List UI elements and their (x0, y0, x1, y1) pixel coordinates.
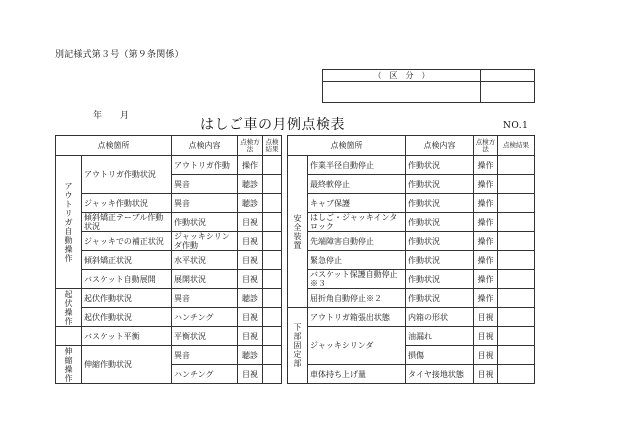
group-derrick: 起伏操作 (56, 289, 82, 327)
right-method: 操作 (474, 194, 498, 213)
inspection-table (55, 135, 535, 384)
right-location: ジャッキシリンダ (308, 327, 406, 365)
left-result-cell[interactable] (263, 289, 282, 308)
right-method: 目視 (474, 365, 498, 384)
left-content: 作動状況 (172, 213, 238, 232)
kubun-extra-value-cell[interactable] (481, 82, 535, 103)
right-content: 作動状況 (406, 213, 474, 232)
right-method: 操作 (474, 175, 498, 194)
left-location: 起伏作動状況 (82, 289, 172, 308)
left-location: ジャッキ作動状況 (82, 194, 172, 213)
right-content: 作動状況 (406, 156, 474, 175)
month-label: 月 (120, 111, 130, 121)
left-result-cell[interactable] (263, 175, 282, 194)
right-method: 操作 (474, 156, 498, 175)
form-note: 別記様式第３号（第９条関係） (55, 50, 184, 60)
sheet-number: NO.1 (503, 121, 529, 131)
left-method: 目視 (238, 327, 263, 346)
right-method: 操作 (474, 232, 498, 251)
left-content: 異音 (172, 175, 238, 194)
group-lower: 下部固定部 (288, 308, 308, 384)
right-location: 屈折角自動停止※２ (308, 289, 406, 308)
page-title: はしご車の月例点検表 (200, 117, 345, 133)
left-method: 聴診 (238, 289, 263, 308)
left-content: ジャッキシリンダ作動 (172, 232, 238, 251)
left-content: ハンチング (172, 365, 238, 384)
right-result-cell[interactable] (498, 346, 535, 365)
right-location: 緊急停止 (308, 251, 406, 270)
left-result-cell[interactable] (263, 270, 282, 289)
right-result-cell[interactable] (498, 156, 535, 175)
group-extend: 伸縮操作 (56, 346, 82, 384)
col-method-left: 点検方法 (238, 136, 263, 156)
right-method: 目視 (474, 308, 498, 327)
group-outrigger: アウトリガ自動操作 (56, 156, 82, 289)
left-location: ジャッキでの補正状況 (82, 232, 172, 251)
right-result-cell[interactable] (498, 365, 535, 384)
left-method: 聴診 (238, 175, 263, 194)
left-location: バスケット自動展開 (82, 270, 172, 289)
right-location: はしご・ジャッキインタロック (308, 213, 406, 232)
col-result-left: 点検結果 (263, 136, 282, 156)
right-result-cell[interactable] (498, 194, 535, 213)
col-location-left: 点検箇所 (56, 136, 172, 156)
right-result-cell[interactable] (498, 232, 535, 251)
right-result-cell[interactable] (498, 175, 535, 194)
year-label: 年 (93, 111, 103, 121)
right-location: アウトリガ箱張出状態 (308, 308, 406, 327)
kubun-box (322, 69, 535, 103)
right-result-cell[interactable] (498, 308, 535, 327)
kubun-extra-cell[interactable] (481, 70, 535, 82)
right-method: 操作 (474, 270, 498, 289)
col-content-right: 点検内容 (406, 136, 474, 156)
right-result-cell[interactable] (498, 213, 535, 232)
left-content: 異音 (172, 194, 238, 213)
left-result-cell[interactable] (263, 251, 282, 270)
left-method: 目視 (238, 251, 263, 270)
col-result-right: 点検結果 (498, 136, 535, 156)
right-result-cell[interactable] (498, 327, 535, 346)
kubun-value-cell[interactable] (323, 82, 481, 103)
right-result-cell[interactable] (498, 270, 535, 289)
left-content: アウトリガ作動 (172, 156, 238, 175)
group-safety: 安全装置 (288, 156, 308, 308)
col-location-right: 点検箇所 (288, 136, 406, 156)
left-method: 目視 (238, 232, 263, 251)
col-content-left: 点検内容 (172, 136, 238, 156)
left-result-cell[interactable] (263, 194, 282, 213)
left-location: 伸縮作動状況 (82, 346, 172, 384)
left-content: 異音 (172, 346, 238, 365)
right-content: 内箱の形状 (406, 308, 474, 327)
left-result-cell[interactable] (263, 156, 282, 175)
left-method: 操作 (238, 156, 263, 175)
kubun-label: （ 区 分 ） (323, 70, 481, 82)
left-location: バスケット平衡 (82, 327, 172, 346)
right-content: 損傷 (406, 346, 474, 365)
left-method: 目視 (238, 365, 263, 384)
left-content: ハンチング (172, 308, 238, 327)
left-result-cell[interactable] (263, 308, 282, 327)
left-location: 起伏作動状況 (82, 308, 172, 327)
left-content: 異音 (172, 289, 238, 308)
table-row (56, 308, 535, 327)
right-location: バスケット保護自動停止※３ (308, 270, 406, 289)
left-result-cell[interactable] (263, 213, 282, 232)
left-result-cell[interactable] (263, 327, 282, 346)
col-method-right: 点検方法 (474, 136, 498, 156)
left-content: 水平状況 (172, 251, 238, 270)
right-method: 操作 (474, 251, 498, 270)
right-location: 最終軟停止 (308, 175, 406, 194)
left-result-cell[interactable] (263, 346, 282, 365)
right-method: 目視 (474, 346, 498, 365)
right-location: キャブ保護 (308, 194, 406, 213)
left-result-cell[interactable] (263, 365, 282, 384)
left-method: 目視 (238, 270, 263, 289)
left-location: 傾斜矯正テーブル作動状況 (82, 213, 172, 232)
header-row (56, 136, 535, 156)
left-method: 目視 (238, 308, 263, 327)
right-method: 操作 (474, 213, 498, 232)
left-method: 聴診 (238, 346, 263, 365)
right-content: 作動状況 (406, 194, 474, 213)
left-location: 傾斜矯正状況 (82, 251, 172, 270)
left-method: 聴診 (238, 194, 263, 213)
right-location: 先端障害自動停止 (308, 232, 406, 251)
right-result-cell[interactable] (498, 251, 535, 270)
right-method: 目視 (474, 327, 498, 346)
table-row (56, 156, 535, 175)
right-location: 車体持ち上げ量 (308, 365, 406, 384)
right-location: 作業半径自動停止 (308, 156, 406, 175)
right-content: 油漏れ (406, 327, 474, 346)
right-content: 作動状況 (406, 289, 474, 308)
right-content: 作動状況 (406, 270, 474, 289)
left-location: アウトリガ作動状況 (82, 156, 172, 194)
right-result-cell[interactable] (498, 289, 535, 308)
left-content: 平衡状況 (172, 327, 238, 346)
left-result-cell[interactable] (263, 232, 282, 251)
right-content: 作動状況 (406, 232, 474, 251)
right-content: 作動状況 (406, 175, 474, 194)
left-method: 目視 (238, 213, 263, 232)
right-content: 作動状況 (406, 251, 474, 270)
right-content: タイヤ接地状態 (406, 365, 474, 384)
left-content: 展開状況 (172, 270, 238, 289)
right-method: 操作 (474, 289, 498, 308)
